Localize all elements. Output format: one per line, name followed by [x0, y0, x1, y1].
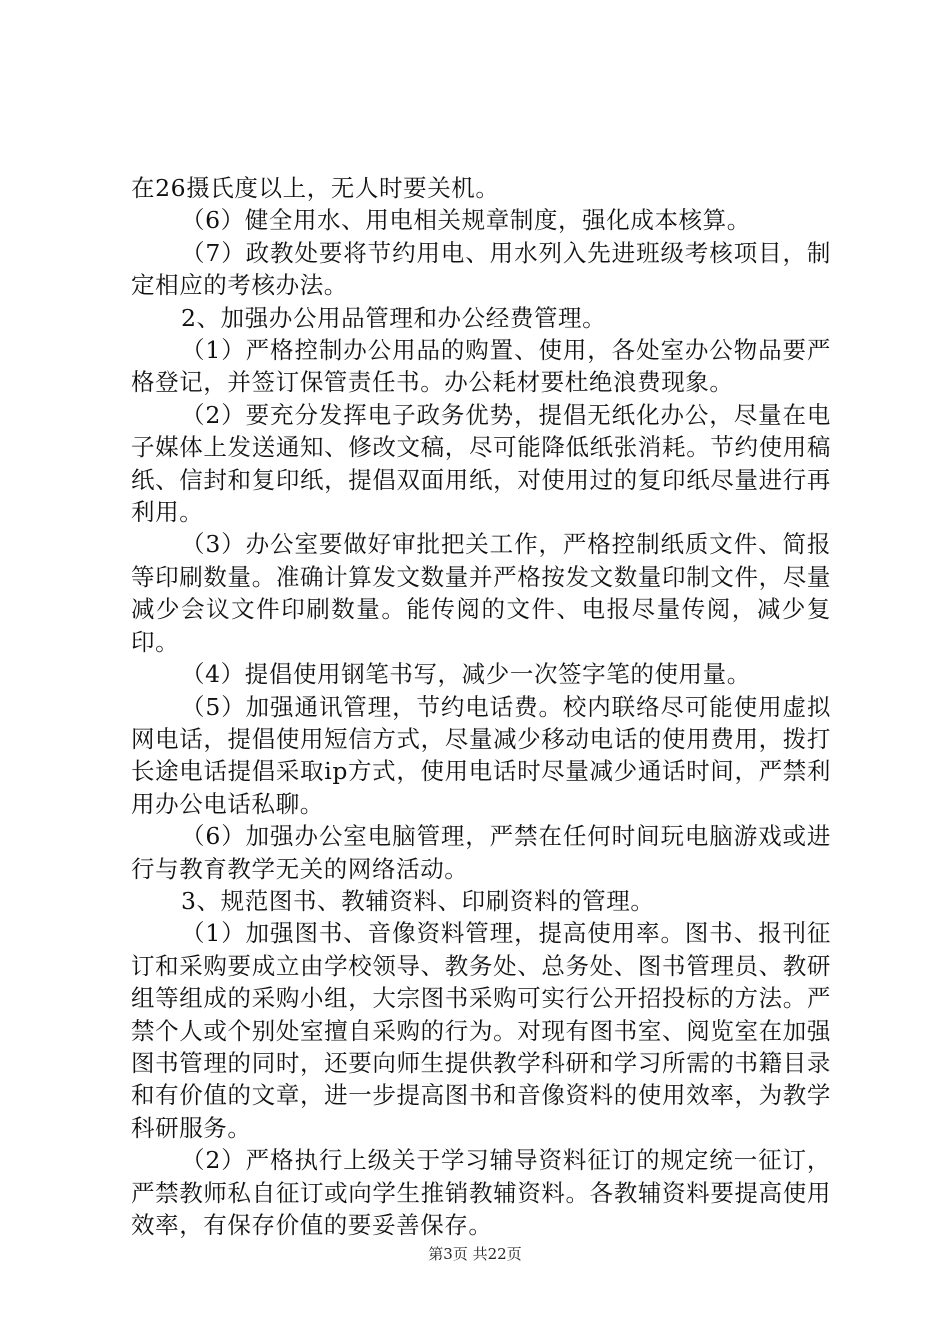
paragraph: （3）办公室要做好审批把关工作，严格控制纸质文件、简报等印刷数量。准确计算发文数量并严格按发文数量印制文件，尽量减少会议文件印刷数量。能传阅的文件、电报尽量传阅，减少复印。 [131, 530, 831, 656]
paragraph: （7）政教处要将节约用电、用水列入先进班级考核项目，制定相应的考核办法。 [131, 238, 831, 300]
page-number: 第3页 [428, 1245, 468, 1263]
page-footer [0, 1245, 950, 1263]
paragraph: （1）严格控制办公用品的购置、使用，各处室办公物品要严格登记，并签订保管责任书。办公耗材要杜绝浪费现象。 [131, 336, 831, 397]
section-heading: 3、规范图书、教辅资料、印刷资料的管理。 [181, 886, 655, 915]
document-body [131, 172, 831, 1241]
paragraph: （2）严格执行上级关于学习辅导资料征订的规定统一征订，严禁教师私自征订或向学生推销教辅资料。各教辅资料要提高使用效率，有保存价值的要妥善保存。 [131, 1146, 831, 1239]
paragraph: （2）要充分发挥电子政务优势，提倡无纸化办公，尽量在电子媒体上发送通知、修改文稿，尽可能降低纸张消耗。节约使用稿纸、信封和复印纸，提倡双面用纸，对使用过的复印纸尽量进行再利用。 [131, 400, 831, 527]
paragraph: （6）加强办公室电脑管理，严禁在任何时间玩电脑游戏或进行与教育教学无关的网络活动。 [131, 822, 831, 883]
paragraph: （1）加强图书、音像资料管理，提高使用率。图书、报刊征订和采购要成立由学校领导、教务处、总务处、图书管理员、教研组等组成的采购小组，大宗图书采购可实行公开招投标的方法。严禁个人或个别处室擅自采购的行为。对现有图书室、阅览室在加强图书管理的同时，还要向师生提供教学科研和学习所需的书籍目录和有价值的文章，进一步提高图书和音像资料的使用效率，为教学科研服务。 [131, 919, 831, 1142]
section-heading: 2、加强办公用品管理和办公经费管理。 [181, 303, 607, 332]
paragraph: （5）加强通讯管理，节约电话费。校内联络尽可能使用虚拟网电话，提倡使用短信方式，尽量减少移动电话的使用费用，拨打长途电话提倡采取ip方式，使用电话时尽量减少通话时间，严禁利用办公电话私聊。 [131, 692, 831, 818]
paragraph: （4）提倡使用钢笔书写，减少一次签字笔的使用量。 [181, 660, 751, 689]
paragraph: 在26摄氏度以上，无人时要关机。 [131, 174, 500, 202]
page-total: 共22页 [472, 1245, 522, 1263]
paragraph: （6）健全用水、用电相关规章制度，强化成本核算。 [181, 206, 751, 235]
